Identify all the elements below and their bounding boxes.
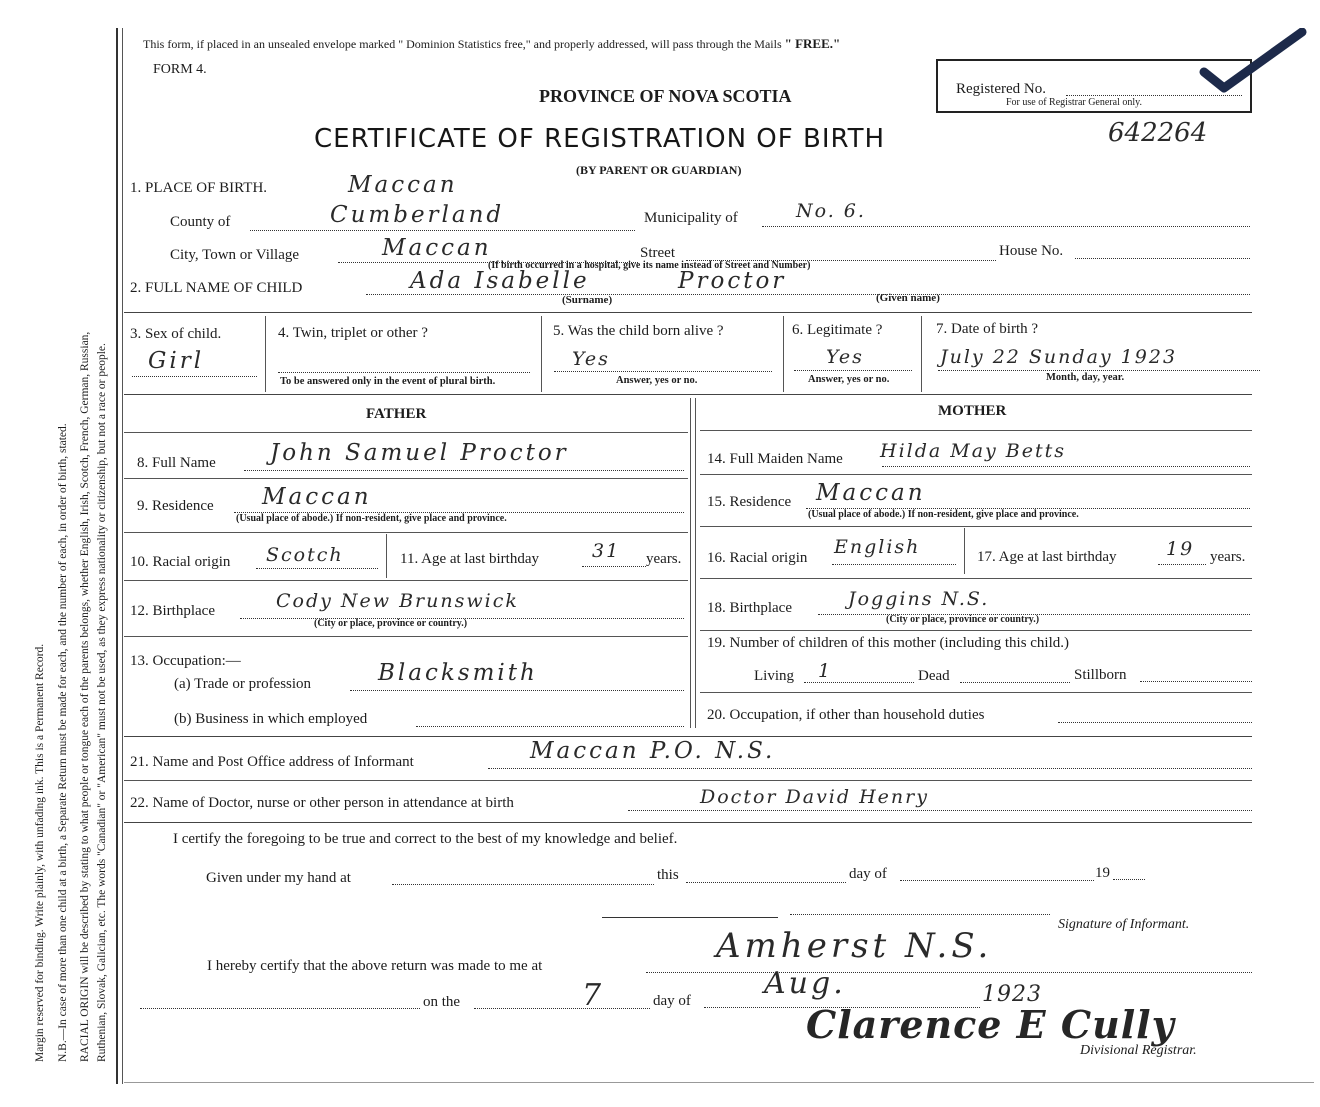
registered-note: For use of Registrar General only.: [1006, 97, 1142, 108]
house-number-label: House No.: [999, 243, 1064, 259]
mother-birthplace-note: (City or place, province or country.): [886, 614, 1040, 625]
mother-occupation-line: [1058, 722, 1252, 723]
rule-father-3: [124, 532, 688, 533]
postal-notice-text: This form, if placed in an unsealed envelope marked " Dominion Statistics free," and properly addressed, will pass through the Mails: [143, 37, 782, 51]
mother-name-label: 14. Full Maiden Name: [707, 451, 843, 467]
date-of-birth-value: July 22 Sunday 1923: [940, 346, 1178, 368]
mother-age-line: [1158, 564, 1206, 565]
alive-label: 5. Was the child born alive ?: [553, 323, 724, 339]
father-residence-label: 9. Residence: [137, 498, 214, 514]
month-value: Aug.: [764, 966, 846, 1001]
date-of-birth-line: [938, 370, 1260, 371]
year-value: 1923: [982, 982, 1042, 1007]
legitimate-line: [794, 370, 912, 371]
county-line: [250, 230, 635, 231]
father-business-line: [416, 726, 684, 727]
father-age-unit: years.: [646, 551, 682, 567]
father-racial-origin-value: Scotch: [266, 544, 344, 566]
father-birthplace-note: (City or place, province or country.): [314, 618, 468, 629]
mother-name-line: [882, 466, 1250, 467]
twin-line: [278, 372, 530, 373]
municipality-value: No. 6.: [796, 200, 866, 222]
binding-rule-outer: [116, 28, 118, 1084]
legitimate-label: 6. Legitimate ?: [792, 322, 883, 338]
municipality-label: Municipality of: [644, 210, 738, 226]
mother-age-unit: years.: [1210, 549, 1246, 565]
father-heading: FATHER: [366, 406, 427, 422]
check-mark-icon: [1198, 28, 1308, 98]
informant-line: [488, 768, 1252, 769]
father-age-value: 31: [592, 540, 621, 562]
mother-birthplace-value: Joggins N.S.: [848, 588, 990, 610]
rule-above-parents: [124, 394, 1252, 395]
informant-signature-line: [602, 917, 778, 918]
rule-father-4: [124, 580, 688, 581]
certificate-subtitle: (BY PARENT OR GUARDIAN): [576, 163, 742, 177]
given-place-line: [392, 884, 654, 885]
rule-below-parents: [124, 736, 1252, 737]
form-number: FORM 4.: [153, 62, 207, 77]
divider-mother-race-age: [964, 528, 965, 574]
father-occupation-label: 13. Occupation:—: [130, 653, 241, 669]
place-of-birth-value: Maccan: [348, 172, 458, 198]
child-name-line: [366, 294, 1250, 295]
mother-stillborn-label: Stillborn: [1074, 667, 1127, 683]
sex-line: [132, 376, 257, 377]
father-residence-note: (Usual place of abode.) If non-resident, give place and province.: [236, 513, 507, 524]
rule-above-certification: [124, 822, 1252, 823]
rule-father-2: [124, 478, 688, 479]
on-day-line: [474, 1008, 650, 1009]
margin-note-racial-origin: RACIAL ORIGIN will be described by stating to what people or tongue each of the parents belongs, whether English, Irish, Scotch, French, German, Russian,: [79, 331, 91, 1062]
father-residence-value: Maccan: [262, 484, 372, 510]
house-number-line: [1075, 258, 1250, 259]
county-value: Cumberland: [330, 202, 505, 228]
father-racial-origin-line: [256, 568, 378, 569]
return-statement: I hereby certify that the above return was made to me at: [207, 958, 543, 974]
margin-note-nb: N.B.—In case of more than one child at a birth, a Separate Return must be made for each, and the number of each, in order of birth, stated.: [57, 423, 69, 1062]
signature-of-informant-label: Signature of Informant.: [1058, 917, 1190, 932]
certificate-title: CERTIFICATE OF REGISTRATION OF BIRTH: [314, 124, 886, 154]
father-name-label: 8. Full Name: [137, 455, 216, 471]
parents-divider-right: [695, 398, 696, 728]
divisional-registrar-label: Divisional Registrar.: [1080, 1043, 1197, 1058]
divider-twin-alive: [541, 316, 542, 392]
postal-notice-free: " FREE.": [784, 36, 841, 51]
return-leading-line: [140, 1008, 420, 1009]
given-year-prefix: 19: [1095, 865, 1110, 881]
county-label: County of: [170, 214, 231, 230]
parents-divider-left: [690, 398, 691, 728]
rule-mother-4: [700, 578, 1252, 579]
divider-legit-dob: [921, 316, 922, 392]
given-this-line: [686, 882, 846, 883]
certify-statement: I certify the foregoing to be true and correct to the best of my knowledge and belief.: [173, 831, 678, 847]
father-birthplace-value: Cody New Brunswick: [276, 590, 519, 612]
mother-residence-note: (Usual place of abode.) If non-resident, give place and province.: [808, 509, 1079, 520]
binding-rule-inner: [122, 28, 123, 1084]
city-value: Maccan: [382, 235, 492, 261]
father-name-value: John Samuel Proctor: [270, 440, 569, 466]
date-of-birth-note: Month, day, year.: [1046, 372, 1125, 383]
rule-mother-5: [700, 630, 1252, 631]
return-place-line: [646, 972, 1252, 973]
mother-living-value: 1: [818, 660, 833, 682]
mother-racial-origin-value: English: [834, 536, 921, 558]
legitimate-note: Answer, yes or no.: [808, 374, 890, 385]
father-racial-origin-label: 10. Racial origin: [130, 554, 231, 570]
city-label: City, Town or Village: [170, 247, 300, 263]
mother-dead-line: [960, 682, 1070, 683]
return-place-value: Amherst N.S.: [716, 926, 993, 966]
rule-above-items-3-7: [124, 312, 1252, 313]
legitimate-value: Yes: [826, 346, 864, 368]
date-of-birth-label: 7. Date of birth ?: [936, 321, 1039, 337]
father-business-label: (b) Business in which employed: [174, 711, 368, 727]
rule-father-1: [124, 432, 688, 433]
mother-residence-value: Maccan: [816, 480, 926, 506]
mother-living-line: [804, 682, 914, 683]
mother-name-value: Hilda May Betts: [880, 440, 1067, 462]
given-this-label: this: [657, 867, 679, 883]
mother-dead-label: Dead: [918, 668, 950, 684]
registrar-signature: Clarence E Cully: [806, 1002, 1175, 1047]
mother-living-label: Living: [754, 668, 794, 684]
alive-line: [554, 371, 772, 372]
informant-signature-dotted: [790, 914, 1050, 915]
mother-children-label: 19. Number of children of this mother (including this child.): [707, 635, 1070, 651]
child-surname-value: Proctor: [678, 268, 787, 294]
rule-mother-3: [700, 526, 1252, 527]
given-month-line: [900, 880, 1094, 881]
mother-occupation-label: 20. Occupation, if other than household duties: [707, 707, 985, 723]
rule-mother-2: [700, 474, 1252, 475]
mother-stillborn-line: [1140, 681, 1252, 682]
mother-age-value: 19: [1166, 538, 1195, 560]
father-age-label: 11. Age at last birthday: [400, 551, 539, 567]
child-given-name-value: Ada Isabelle: [410, 268, 590, 294]
rule-mother-1: [700, 430, 1252, 431]
child-name-label: 2. FULL NAME OF CHILD: [130, 280, 303, 296]
rule-informant: [124, 780, 1252, 781]
father-trade-line: [350, 690, 684, 691]
mother-racial-origin-label: 16. Racial origin: [707, 550, 808, 566]
surname-caption: (Surname): [562, 294, 613, 306]
sex-value: Girl: [148, 348, 205, 374]
father-trade-value: Blacksmith: [378, 660, 538, 686]
informant-value: Maccan P.O. N.S.: [530, 738, 776, 764]
given-name-caption: (Given name): [876, 292, 940, 304]
municipality-line: [762, 226, 1250, 227]
father-name-line: [244, 470, 684, 471]
father-birthplace-label: 12. Birthplace: [130, 603, 215, 619]
rule-mother-6: [700, 692, 1252, 693]
alive-value: Yes: [572, 348, 610, 370]
doctor-label: 22. Name of Doctor, nurse or other person in attendance at birth: [130, 795, 514, 811]
margin-note-racial-origin-cont: Ruthenian, Slovak, Galician, etc. The words "Canadian" or "American" must not be used, as they express nationality or citizenship, but not a race or people.: [96, 343, 108, 1062]
postal-notice: [143, 36, 840, 52]
mother-age-label: 17. Age at last birthday: [977, 549, 1117, 565]
rule-father-5: [124, 636, 688, 637]
divider-sex-twin: [265, 316, 266, 392]
day-of-label: day of: [653, 993, 691, 1009]
mother-heading: MOTHER: [938, 403, 1007, 419]
bottom-edge-rule: [124, 1082, 1314, 1083]
registered-number-value: 642264: [1108, 118, 1208, 148]
given-year-line: [1113, 879, 1145, 880]
place-of-birth-label: 1. PLACE OF BIRTH.: [130, 180, 268, 196]
informant-label: 21. Name and Post Office address of Informant: [130, 754, 414, 770]
divider-father-race-age: [386, 534, 387, 578]
twin-label: 4. Twin, triplet or other ?: [278, 325, 428, 341]
given-under-hand-label: Given under my hand at: [206, 870, 351, 886]
on-the-label: on the: [423, 994, 461, 1010]
on-day-value: 7: [582, 978, 605, 1013]
twin-note: To be answered only in the event of plural birth.: [280, 376, 496, 387]
margin-note-binding: Margin reserved for binding. Write plainly, with unfading ink. This is a Permanent Record.: [34, 643, 46, 1062]
alive-note: Answer, yes or no.: [616, 375, 698, 386]
doctor-line: [628, 810, 1252, 811]
mother-racial-origin-line: [832, 564, 956, 565]
divider-alive-legit: [783, 316, 784, 392]
street-label: Street: [640, 245, 675, 261]
father-age-line: [582, 566, 646, 567]
registered-label: Registered No.: [956, 81, 1046, 97]
sex-label: 3. Sex of child.: [130, 326, 222, 342]
province-heading: PROVINCE OF NOVA SCOTIA: [539, 86, 792, 106]
doctor-value: Doctor David Henry: [700, 786, 929, 808]
mother-residence-label: 15. Residence: [707, 494, 792, 510]
mother-birthplace-label: 18. Birthplace: [707, 600, 792, 616]
father-trade-label: (a) Trade or profession: [174, 676, 312, 692]
hospital-note: (If birth occurred in a hospital, give its name instead of Street and Number): [488, 260, 811, 271]
given-day-of-label: day of: [849, 866, 887, 882]
